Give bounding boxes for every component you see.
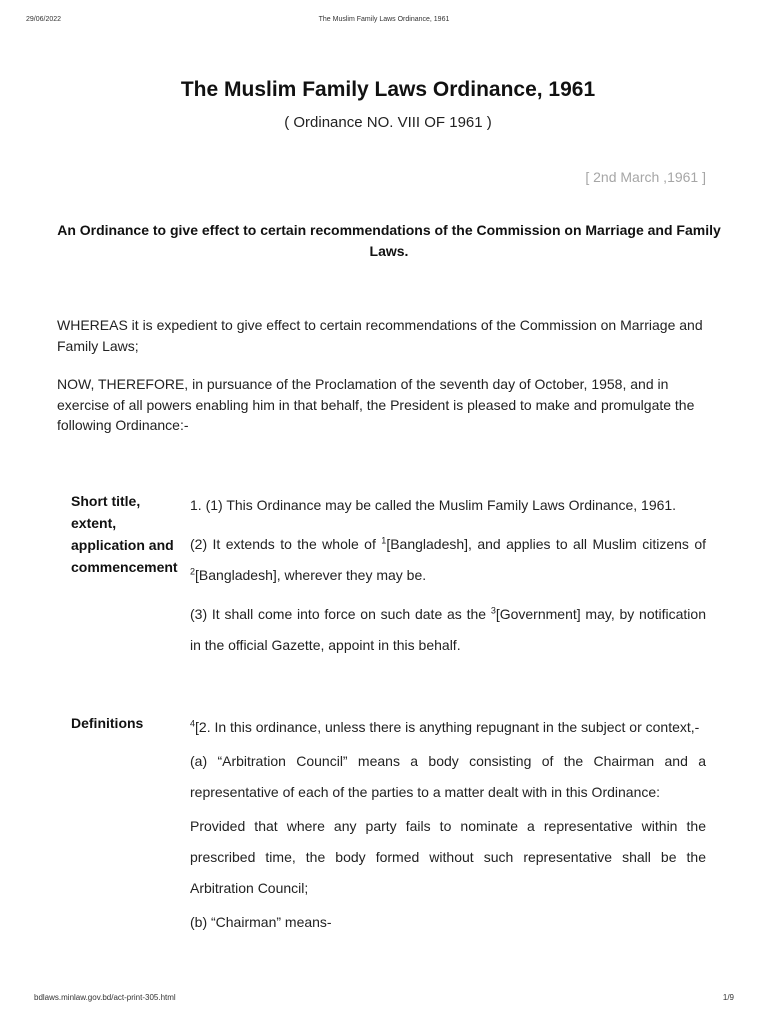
definition-b: (b) “Chairman” means- — [190, 914, 332, 930]
section-1-heading: Short title, extent, application and commencement — [71, 493, 178, 575]
enacting-paragraph: NOW, THEREFORE, in pursuance of the Proclamation of the seventh day of October, 1958, and in exercise of all powers enabling him in that behalf, the President is pleased to make and promulgate the following Ordinance:- — [57, 376, 695, 433]
section-1-clause-3 — [190, 599, 706, 661]
footnote-marker: 3 — [490, 605, 496, 616]
definition-a-proviso: Provided that where any party fails to nominate a representative within the prescribed time, the body formed without such representative shall be the Arbitration Council; — [190, 818, 706, 896]
ordinance-number: ( Ordinance NO. VIII OF 1961 ) — [284, 114, 492, 131]
print-date: 29/06/2022 — [26, 16, 62, 23]
footnote-marker: 4 — [190, 718, 196, 729]
preamble: An Ordinance to give effect to certain recommendations of the Commission on Marriage and Family Laws. — [57, 222, 721, 259]
definition-a: (a) “Arbitration Council” means a body consisting of the Chairman and a representative of each of the parties to a matter dealt with in this Ordinance: — [190, 753, 706, 800]
page-title: The Muslim Family Laws Ordinance, 1961 — [180, 78, 596, 101]
footnote-marker: 2 — [190, 566, 196, 577]
clause-text: [Government] may, by notification in the official Gazette, appoint in this behalf. — [190, 606, 706, 653]
ordinance-date: [ 2nd March ,1961 ] — [585, 169, 706, 185]
whereas-paragraph: WHEREAS it is expedient to give effect to certain recommendations of the Commission on Marriage and Family Laws; — [57, 317, 703, 354]
clause-text: (2) It extends to the whole of — [190, 536, 382, 552]
footnote-marker: 1 — [381, 535, 387, 546]
section-1-body — [190, 490, 706, 669]
section-2-heading: Definitions — [71, 715, 144, 731]
clause-text: [Bangladesh], and applies to all Muslim citizens of — [386, 536, 706, 552]
clause-text: (3) It shall come into force on such date as the — [190, 606, 491, 622]
page-number: 1/9 — [722, 993, 734, 1002]
print-header-title: The Muslim Family Laws Ordinance, 1961 — [318, 16, 450, 23]
section-2-intro — [190, 712, 706, 743]
section-1-clause-1: 1. (1) This Ordinance may be called the Muslim Family Laws Ordinance, 1961. — [190, 497, 677, 513]
footer-url: bdlaws.minlaw.gov.bd/act-print-305.html — [34, 993, 176, 1002]
section-2-body — [190, 712, 706, 941]
clause-text: [2. In this ordinance, unless there is anything repugnant in the subject or context,- — [195, 719, 700, 735]
section-1-clause-2 — [190, 529, 706, 591]
clause-text: [Bangladesh], wherever they may be. — [195, 567, 427, 583]
